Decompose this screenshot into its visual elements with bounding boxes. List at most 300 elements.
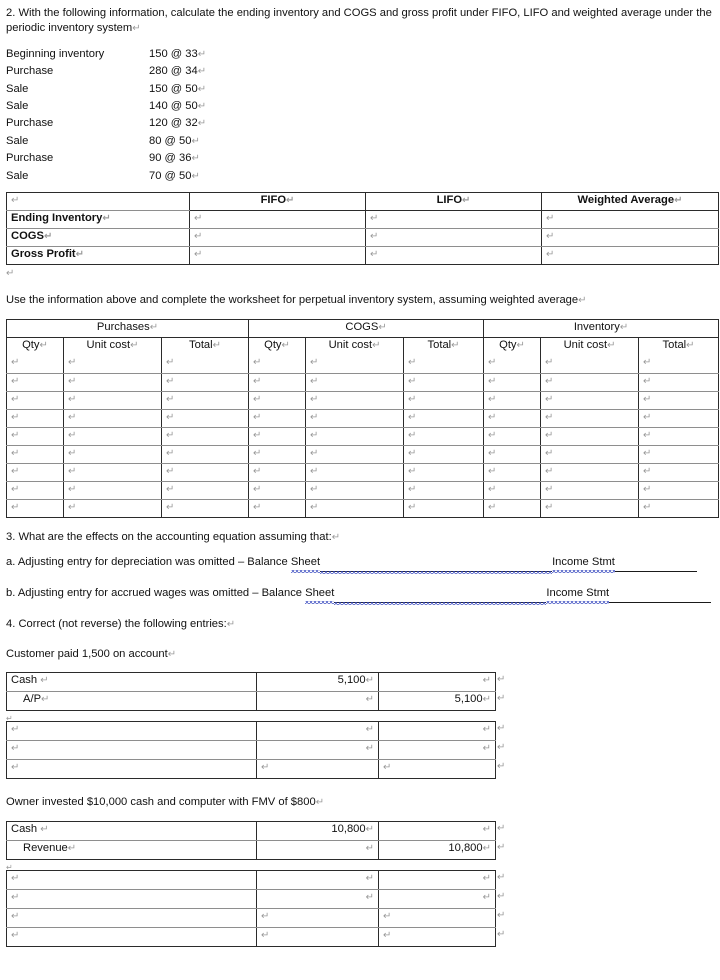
entry-2-journal-table (6, 821, 496, 860)
worksheet-cell[interactable] (162, 391, 249, 409)
worksheet-cell[interactable] (541, 427, 639, 445)
journal-cell[interactable] (379, 722, 496, 741)
cell-gross-profit-lifo[interactable] (366, 247, 542, 265)
column-header-purchases-unit-cost: Unit cost↵ (64, 337, 162, 355)
cell-gross-profit-weighted-average[interactable] (542, 247, 719, 265)
item-a-balance-sheet-blank[interactable] (320, 555, 552, 571)
worksheet-cell[interactable] (484, 481, 541, 499)
line-break-mark: ↵ (370, 249, 379, 261)
transaction-value: 90 @ 36 (149, 152, 192, 165)
worksheet-cell[interactable] (306, 355, 404, 373)
inventory-transactions-list (6, 47, 714, 186)
table-row (7, 427, 719, 445)
worksheet-cell[interactable] (7, 445, 64, 463)
line-break-mark: ↵ (132, 23, 141, 35)
worksheet-cell[interactable] (162, 499, 249, 517)
line-break-mark: ↵ (488, 393, 497, 405)
worksheet-cell[interactable] (249, 373, 306, 391)
line-break-mark: ↵ (212, 339, 222, 351)
journal-cell[interactable] (257, 722, 379, 741)
entry-1-blank-journal-table (6, 721, 496, 779)
line-break-mark: ↵ (482, 743, 491, 755)
line-break-mark: ↵ (365, 675, 374, 687)
group-header-purchases: Purchases↵ (7, 319, 249, 337)
line-break-mark: ↵ (166, 447, 175, 459)
line-break-mark: ↵ (378, 321, 387, 333)
line-break-mark: ↵ (253, 375, 262, 387)
line-break-mark: ↵ (310, 501, 319, 513)
worksheet-cell[interactable] (404, 409, 484, 427)
line-break-mark: ↵ (619, 321, 629, 333)
journal-cell[interactable] (257, 927, 379, 946)
journal-cell[interactable] (257, 741, 379, 760)
journal-cell[interactable] (257, 760, 379, 779)
periodic-method-table (6, 192, 719, 265)
worksheet-cell[interactable] (639, 499, 719, 517)
table-row (7, 445, 719, 463)
table-row (7, 673, 496, 692)
entry-2-gap-mark (6, 860, 714, 870)
question-4-intro-text: 4. Correct (not reverse) the following entries: (6, 618, 227, 631)
line-break-mark: ↵ (497, 822, 506, 834)
worksheet-cell[interactable] (162, 427, 249, 445)
worksheet-cell[interactable] (7, 409, 64, 427)
line-break-mark: ↵ (488, 429, 497, 441)
worksheet-cell[interactable] (249, 499, 306, 517)
worksheet-cell[interactable] (541, 445, 639, 463)
entry-2-account-debit[interactable]: Cash ↵ (7, 821, 257, 840)
worksheet-cell[interactable] (162, 355, 249, 373)
worksheet-cell[interactable] (249, 463, 306, 481)
worksheet-cell[interactable] (484, 409, 541, 427)
list-item (6, 64, 714, 81)
transaction-value: 140 @ 50 (149, 100, 198, 113)
journal-cell[interactable] (7, 908, 257, 927)
line-break-mark: ↵ (11, 195, 20, 207)
transaction-label: Purchase (6, 152, 54, 165)
line-break-mark: ↵ (643, 465, 652, 477)
entry-1-gap-mark (6, 711, 714, 724)
line-break-mark: ↵ (194, 249, 203, 261)
journal-cell[interactable] (7, 760, 257, 779)
line-break-mark: ↵ (68, 429, 77, 441)
worksheet-cell[interactable] (306, 373, 404, 391)
line-break-mark: ↵ (11, 393, 20, 405)
line-break-mark: ↵ (383, 762, 392, 774)
line-break-mark: ↵ (497, 723, 506, 735)
line-break-mark: ↵ (497, 871, 506, 883)
line-break-mark: ↵ (197, 118, 207, 130)
line-break-mark: ↵ (194, 231, 203, 243)
line-break-mark: ↵ (6, 862, 13, 872)
line-break-mark: ↵ (253, 501, 262, 513)
journal-cell[interactable] (379, 741, 496, 760)
entry-2-credit-amount-empty[interactable] (379, 821, 496, 840)
line-break-mark: ↵ (643, 357, 652, 369)
line-break-mark: ↵ (166, 393, 175, 405)
worksheet-cell[interactable] (64, 409, 162, 427)
worksheet-cell[interactable] (541, 373, 639, 391)
line-break-mark: ↵ (11, 357, 20, 369)
line-break-mark: ↵ (408, 429, 417, 441)
item-b-balance-sheet-blank[interactable] (334, 586, 546, 602)
worksheet-cell[interactable] (639, 391, 719, 409)
line-break-mark: ↵ (497, 890, 506, 902)
line-break-mark: ↵ (68, 411, 77, 423)
line-break-mark: ↵ (286, 195, 295, 207)
column-header-cogs-qty: Qty↵ (249, 337, 306, 355)
worksheet-cell[interactable] (541, 409, 639, 427)
line-break-mark: ↵ (408, 483, 417, 495)
cell-ending-inventory-fifo[interactable] (190, 211, 366, 229)
line-break-mark: ↵ (253, 411, 262, 423)
line-break-mark: ↵ (545, 357, 554, 369)
transaction-value: 80 @ 50 (149, 134, 192, 147)
entry-1-journal-table (6, 672, 496, 711)
line-break-mark: ↵ (310, 465, 319, 477)
transaction-label: Beginning inventory (6, 47, 105, 60)
line-break-mark: ↵ (40, 823, 49, 835)
line-break-mark: ↵ (408, 447, 417, 459)
column-header-cogs-unit-cost: Unit cost↵ (306, 337, 404, 355)
line-break-mark: ↵ (11, 891, 20, 903)
table-row (7, 391, 719, 409)
worksheet-cell[interactable] (404, 373, 484, 391)
worksheet-cell[interactable] (7, 499, 64, 517)
line-break-mark: ↵ (68, 501, 77, 513)
item-a-prefix: a. Adjusting entry for depreciation was omitted – Balance (6, 556, 291, 569)
transaction-value: 70 @ 50 (149, 169, 192, 182)
line-break-mark: ↵ (191, 153, 200, 165)
entry-2-account-credit[interactable]: Revenue↵ (7, 840, 257, 859)
worksheet-cell[interactable] (306, 445, 404, 463)
line-break-mark: ↵ (11, 429, 20, 441)
line-break-mark: ↵ (310, 483, 319, 495)
table-row (7, 499, 719, 517)
worksheet-cell[interactable] (541, 499, 639, 517)
line-break-mark: ↵ (497, 742, 506, 754)
transaction-label: Purchase (6, 65, 54, 78)
worksheet-cell[interactable] (249, 409, 306, 427)
journal-cell[interactable] (257, 889, 379, 908)
worksheet-cell[interactable] (541, 481, 639, 499)
line-break-mark: ↵ (191, 135, 200, 147)
line-break-mark: ↵ (497, 928, 506, 940)
worksheet-cell[interactable] (404, 481, 484, 499)
line-break-mark: ↵ (545, 447, 554, 459)
worksheet-cell[interactable] (404, 445, 484, 463)
journal-cell[interactable] (379, 760, 496, 779)
line-break-mark: ↵ (482, 675, 491, 687)
list-item (6, 47, 714, 64)
worksheet-cell[interactable] (64, 373, 162, 391)
line-break-mark: ↵ (310, 393, 319, 405)
line-break-mark: ↵ (40, 675, 49, 687)
worksheet-cell[interactable] (7, 355, 64, 373)
list-item (6, 116, 714, 133)
worksheet-cell[interactable] (7, 481, 64, 499)
table-row (7, 229, 719, 247)
entry-1-account-debit[interactable]: Cash ↵ (7, 673, 257, 692)
table-row (7, 760, 496, 779)
worksheet-cell[interactable] (249, 391, 306, 409)
line-break-mark: ↵ (166, 429, 175, 441)
worksheet-cell[interactable] (306, 391, 404, 409)
journal-cell[interactable] (379, 927, 496, 946)
item-b-income-stmt-blank[interactable] (609, 586, 711, 602)
line-break-mark: ↵ (365, 724, 374, 736)
entry-2-debit-amount-empty[interactable] (257, 840, 379, 859)
line-break-mark: ↵ (497, 841, 506, 853)
cell-ending-inventory-weighted-average[interactable] (542, 211, 719, 229)
line-break-mark: ↵ (166, 483, 175, 495)
table-row (7, 927, 496, 946)
entry-2-blank-table-wrap (6, 870, 714, 947)
journal-cell[interactable] (379, 908, 496, 927)
entry-1-credit-amount-empty[interactable] (379, 673, 496, 692)
line-break-mark: ↵ (253, 465, 262, 477)
line-break-mark: ↵ (408, 375, 417, 387)
line-break-mark: ↵ (643, 447, 652, 459)
worksheet-cell[interactable] (306, 481, 404, 499)
group-header-row (7, 319, 719, 337)
line-break-mark: ↵ (11, 743, 20, 755)
worksheet-cell[interactable] (404, 463, 484, 481)
worksheet-cell[interactable] (64, 445, 162, 463)
line-break-mark: ↵ (365, 823, 374, 835)
worksheet-cell[interactable] (249, 355, 306, 373)
line-break-mark: ↵ (408, 393, 417, 405)
line-break-mark: ↵ (281, 339, 290, 351)
line-break-mark: ↵ (167, 648, 177, 660)
group-header-cogs: COGS↵ (249, 319, 484, 337)
line-break-mark: ↵ (226, 619, 236, 631)
worksheet-cell[interactable] (404, 499, 484, 517)
cell-cogs-lifo[interactable] (366, 229, 542, 247)
line-break-mark: ↵ (643, 393, 652, 405)
list-item (6, 151, 714, 168)
line-break-mark: ↵ (149, 321, 159, 333)
line-break-mark: ↵ (11, 910, 20, 922)
transaction-label: Purchase (6, 117, 54, 130)
line-break-mark: ↵ (643, 429, 652, 441)
column-header-weighted-average: Weighted Average↵ (542, 193, 719, 211)
item-a-misspelled-word: Sheet (291, 555, 320, 572)
journal-cell[interactable] (7, 870, 257, 889)
table-row (7, 355, 719, 373)
journal-cell[interactable] (7, 889, 257, 908)
journal-cell[interactable] (257, 908, 379, 927)
line-break-mark: ↵ (370, 213, 379, 225)
worksheet-cell[interactable] (7, 463, 64, 481)
line-break-mark: ↵ (497, 693, 506, 705)
line-break-mark: ↵ (488, 465, 497, 477)
line-break-mark: ↵ (365, 743, 374, 755)
worksheet-cell[interactable] (162, 481, 249, 499)
table-row (7, 409, 719, 427)
worksheet-cell[interactable] (484, 373, 541, 391)
worksheet-cell[interactable] (306, 427, 404, 445)
worksheet-cell[interactable] (404, 427, 484, 445)
worksheet-cell[interactable] (639, 481, 719, 499)
worksheet-cell[interactable] (484, 355, 541, 373)
line-break-mark: ↵ (11, 411, 20, 423)
line-break-mark: ↵ (451, 339, 460, 351)
worksheet-cell[interactable] (249, 445, 306, 463)
line-break-mark: ↵ (643, 501, 652, 513)
line-break-mark: ↵ (68, 465, 77, 477)
table-row (7, 908, 496, 927)
worksheet-cell[interactable] (484, 445, 541, 463)
worksheet-cell[interactable] (64, 355, 162, 373)
entry-2-blank-journal-table (6, 870, 496, 947)
line-break-mark: ↵ (578, 295, 587, 307)
line-break-mark: ↵ (253, 429, 262, 441)
worksheet-cell[interactable] (639, 373, 719, 391)
entry-2-blank-rows (7, 870, 496, 946)
line-break-mark: ↵ (365, 891, 374, 903)
journal-cell[interactable] (7, 722, 257, 741)
line-break-mark: ↵ (11, 483, 20, 495)
question-4-intro (6, 617, 714, 632)
perpetual-worksheet-table (6, 319, 719, 518)
item-a-income-stmt-blank[interactable] (615, 555, 697, 571)
line-break-mark: ↵ (497, 909, 506, 921)
line-break-mark: ↵ (516, 339, 525, 351)
journal-cell[interactable] (257, 870, 379, 889)
cell-cogs-weighted-average[interactable] (542, 229, 719, 247)
entry-1-caption-text: Customer paid 1,500 on account (6, 647, 168, 660)
line-break-mark: ↵ (253, 483, 262, 495)
worksheet-cell[interactable] (64, 391, 162, 409)
line-break-mark: ↵ (545, 465, 554, 477)
row-header-cogs: COGS↵ (7, 229, 190, 247)
question-3-item-a (6, 555, 714, 576)
worksheet-cell[interactable] (162, 373, 249, 391)
line-break-mark: ↵ (497, 674, 506, 686)
worksheet-cell[interactable] (639, 445, 719, 463)
worksheet-cell[interactable] (541, 463, 639, 481)
worksheet-cell[interactable] (484, 391, 541, 409)
column-header-purchases-qty: Qty↵ (7, 337, 64, 355)
entry-2-debit-amount[interactable]: 10,800↵ (257, 821, 379, 840)
worksheet-cell[interactable] (639, 409, 719, 427)
worksheet-cell[interactable] (639, 427, 719, 445)
table-row (7, 481, 719, 499)
line-break-mark: ↵ (643, 483, 652, 495)
entry-1-debit-amount-empty[interactable] (257, 692, 379, 711)
cell-cogs-fifo[interactable] (190, 229, 366, 247)
line-break-mark: ↵ (43, 231, 53, 243)
item-b-misspelled-word: Sheet (305, 586, 334, 603)
worksheet-cell[interactable] (541, 355, 639, 373)
worksheet-cell[interactable] (7, 373, 64, 391)
line-break-mark: ↵ (482, 891, 491, 903)
entry-2-credit-amount[interactable]: 10,800↵ (448, 841, 491, 854)
line-break-mark: ↵ (331, 531, 341, 543)
line-break-mark: ↵ (545, 375, 554, 387)
entry-1-blank-rows (7, 722, 496, 779)
table-row (7, 870, 496, 889)
line-break-mark: ↵ (197, 66, 207, 78)
entry-1-credit-amount[interactable]: 5,100↵ (454, 693, 491, 706)
worksheet-cell[interactable] (249, 427, 306, 445)
worksheet-cell[interactable] (484, 463, 541, 481)
cell-gross-profit-fifo[interactable] (190, 247, 366, 265)
worksheet-cell[interactable] (7, 427, 64, 445)
journal-cell[interactable] (7, 741, 257, 760)
journal-cell[interactable] (379, 870, 496, 889)
worksheet-cell[interactable] (64, 499, 162, 517)
worksheet-cell[interactable] (639, 355, 719, 373)
worksheet-cell[interactable] (64, 463, 162, 481)
line-break-mark: ↵ (261, 929, 270, 941)
line-break-mark: ↵ (365, 872, 374, 884)
worksheet-cell[interactable] (541, 391, 639, 409)
line-break-mark: ↵ (408, 465, 417, 477)
worksheet-cell[interactable] (484, 499, 541, 517)
row-header-ending-inventory: Ending Inventory↵ (7, 211, 190, 229)
line-break-mark: ↵ (310, 375, 319, 387)
item-b-income-stmt-label: Income Stmt (546, 586, 609, 603)
line-break-mark: ↵ (68, 447, 77, 459)
worksheet-cell[interactable] (639, 463, 719, 481)
worksheet-cell[interactable] (64, 481, 162, 499)
line-break-mark: ↵ (545, 393, 554, 405)
line-break-mark: ↵ (197, 101, 207, 113)
line-break-mark: ↵ (11, 724, 20, 736)
worksheet-cell[interactable] (162, 445, 249, 463)
line-break-mark: ↵ (11, 375, 20, 387)
list-item (6, 82, 714, 99)
worksheet-cell[interactable] (162, 409, 249, 427)
line-break-mark: ↵ (68, 483, 77, 495)
worksheet-cell[interactable] (484, 427, 541, 445)
worksheet-cell[interactable] (249, 481, 306, 499)
entry-1-filled-table-wrap (6, 672, 714, 711)
entry-1-account-credit[interactable]: A/P↵ (7, 692, 257, 711)
worksheet-cell[interactable] (404, 355, 484, 373)
worksheet-cell[interactable] (306, 499, 404, 517)
line-break-mark: ↵ (166, 465, 175, 477)
worksheet-cell[interactable] (7, 391, 64, 409)
line-break-mark: ↵ (408, 501, 417, 513)
worksheet-cell[interactable] (162, 463, 249, 481)
cell-ending-inventory-lifo[interactable] (366, 211, 542, 229)
table-row (7, 373, 719, 391)
line-break-mark: ↵ (488, 447, 497, 459)
worksheet-cell[interactable] (306, 463, 404, 481)
line-break-mark: ↵ (546, 213, 555, 225)
line-break-mark: ↵ (488, 483, 497, 495)
list-item (6, 99, 714, 116)
entry-1-blank-table-wrap (6, 721, 714, 779)
worksheet-cell[interactable] (64, 427, 162, 445)
transaction-value: 280 @ 34 (149, 65, 198, 78)
line-break-mark: ↵ (253, 393, 262, 405)
worksheet-cell[interactable] (306, 409, 404, 427)
item-b-prefix: b. Adjusting entry for accrued wages was omitted – Balance (6, 587, 306, 600)
journal-cell[interactable] (7, 927, 257, 946)
question-2-intro (6, 6, 718, 37)
line-break-mark: ↵ (68, 357, 77, 369)
line-break-mark: ↵ (130, 339, 139, 351)
worksheet-cell[interactable] (404, 391, 484, 409)
journal-cell[interactable] (379, 889, 496, 908)
line-break-mark: ↵ (383, 910, 392, 922)
line-break-mark: ↵ (482, 823, 491, 835)
entry-1-debit-amount[interactable]: 5,100↵ (257, 673, 379, 692)
